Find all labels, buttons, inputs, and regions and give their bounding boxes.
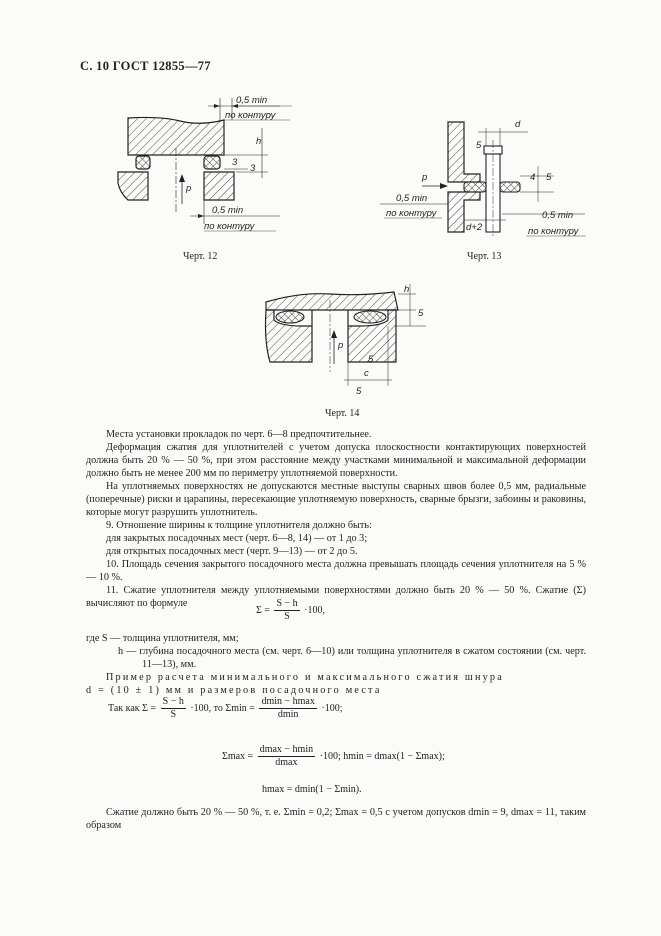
fig13-four: 4 (530, 172, 536, 183)
page-header: С. 10 ГОСТ 12855—77 (80, 59, 211, 73)
fig14-five2: 5 (368, 354, 374, 365)
formula-3-lhs: Σmax = (222, 750, 254, 762)
figure-12-drawing (100, 88, 300, 240)
formula-2-lhs2: Σmin = (225, 702, 255, 714)
fig12-three1: 3 (232, 157, 238, 168)
fig12-bottom-label1: 0,5 min (212, 205, 244, 216)
paragraph: 11. Сжатие уплотнителя между уплотняемыми поверхностями должно быть 20 % — 50 %. Сжатие (Σ) вычисляют по формуле (86, 585, 586, 609)
fig13-right-label2: по контуру (528, 226, 579, 237)
formula-3-den: dmax (275, 757, 298, 768)
figure-14-caption: Черт. 14 (325, 408, 360, 419)
fig13-left-label1: 0,5 min (396, 193, 428, 204)
formula-3 (222, 744, 445, 769)
example-line-1: Пример расчета минимального и максимального сжатия шнура (106, 672, 504, 683)
formula-3-num: dmax − hmin (259, 744, 314, 755)
fig14-c-label: c (364, 368, 369, 379)
formula-2 (108, 696, 342, 721)
fig13-d2: d+2 (466, 222, 483, 233)
fig12-p-label: p (186, 183, 192, 194)
where-s: где S — толщина уплотнителя, мм; (86, 633, 239, 644)
fig13-left-label2: по контуру (386, 208, 437, 219)
formula-2-fraction2 (259, 696, 316, 721)
fig14-five1: 5 (418, 308, 424, 319)
definitions (86, 632, 586, 697)
paragraph: для открытых посадочных мест (черт. 9—13) — от 2 до 5. (106, 546, 358, 557)
paragraph: Места установки прокладок по черт. 6—8 предпочтительнее. (106, 429, 372, 440)
figure-12-caption: Черт. 12 (183, 251, 218, 262)
formula-1 (256, 598, 325, 623)
fig12-three2: 3 (250, 163, 256, 174)
figure-13-caption: Черт. 13 (467, 251, 502, 262)
example-line-2: d = (10 ± 1) мм и размеров посадочного места (86, 685, 382, 696)
formula-2-den: S (170, 709, 177, 720)
formula-4: hmax = dmin(1 − Σmin). (262, 784, 362, 795)
figure-14-drawing (260, 282, 440, 398)
fig12-bottom-label2: по контуру (204, 221, 255, 232)
formula-1-tail: ·100, (304, 604, 326, 616)
fig14-p-label: p (338, 340, 344, 351)
formula-2-fraction (161, 696, 186, 721)
fig13-p-label: p (422, 172, 428, 183)
fig12-top-label1: 0,5 min (236, 95, 268, 106)
formula-2-den2: dmin (277, 709, 299, 720)
final-paragraph-block (86, 806, 586, 832)
fig14-five3: 5 (356, 386, 362, 397)
fig13-five2: 5 (546, 172, 552, 183)
paragraph: 10. Площадь сечения закрытого посадочного места должна превышать площадь сечения уплотнителя на 5 % — 10 %. (86, 559, 586, 583)
body-text (86, 428, 586, 610)
final-paragraph: Сжатие должно быть 20 % — 50 %, т. е. Σmin = 0,2; Σmax = 0,5 с учетом допусков dmin = 9, dmax = 11, таким образом (86, 807, 586, 831)
formula-3-tail: ·100; hmin = dmax(1 − Σmax); (319, 750, 445, 762)
formula-2-lead: Так как (108, 702, 140, 714)
fig13-five1: 5 (476, 140, 482, 151)
formula-3-fraction (258, 744, 315, 769)
paragraph: На уплотняемых поверхностях не допускаются местные выступы сварных швов более 0,5 мм, радиальные (поперечные) риски и царапины, пересекающие уплотняемую поверхность, сварные брызги, забоины и раковины, которые могут разрушить уплотнитель. (86, 481, 586, 518)
paragraph: Деформация сжатия для уплотнителей с учетом допуска плоскостности контактирующих поверхностей должна быть 20 % — 50 %, при этом расстояние между участками минимальной и максимальной деформации должно быть не менее 200 мм по периметру уплотняемой поверхности. (86, 442, 586, 479)
formula-1-lhs: Σ = (256, 604, 270, 616)
fig13-right-label1: 0,5 min (542, 210, 574, 221)
formula-2-mid: ·100, то (190, 702, 223, 714)
paragraph: 9. Отношение ширины к толщине уплотнителя должно быть: (106, 520, 372, 531)
formula-2-num2: dmin − hmax (261, 696, 315, 707)
fig12-h-label: h (256, 136, 262, 147)
fig13-d-label: d (515, 119, 521, 130)
formula-2-num: S − h (162, 696, 184, 707)
formula-2-lhs: Σ = (142, 702, 157, 714)
formula-1-fraction (274, 598, 299, 623)
fig12-top-label2: по контуру (225, 110, 276, 121)
formula-2-tail: ·100; (321, 702, 343, 714)
where-h: h — глубина посадочного места (см. черт. 6—10) или толщина уплотнителя в сжатом состоянии (см. черт. 11—13), мм. (118, 646, 586, 670)
formula-1-num: S − h (276, 598, 298, 609)
figure-13-drawing (380, 110, 595, 242)
paragraph: для закрытых посадочных мест (черт. 6—8, 14) — от 1 до 3; (106, 533, 368, 544)
fig14-h-label: h (404, 284, 410, 295)
formula-1-den: S (284, 611, 290, 622)
